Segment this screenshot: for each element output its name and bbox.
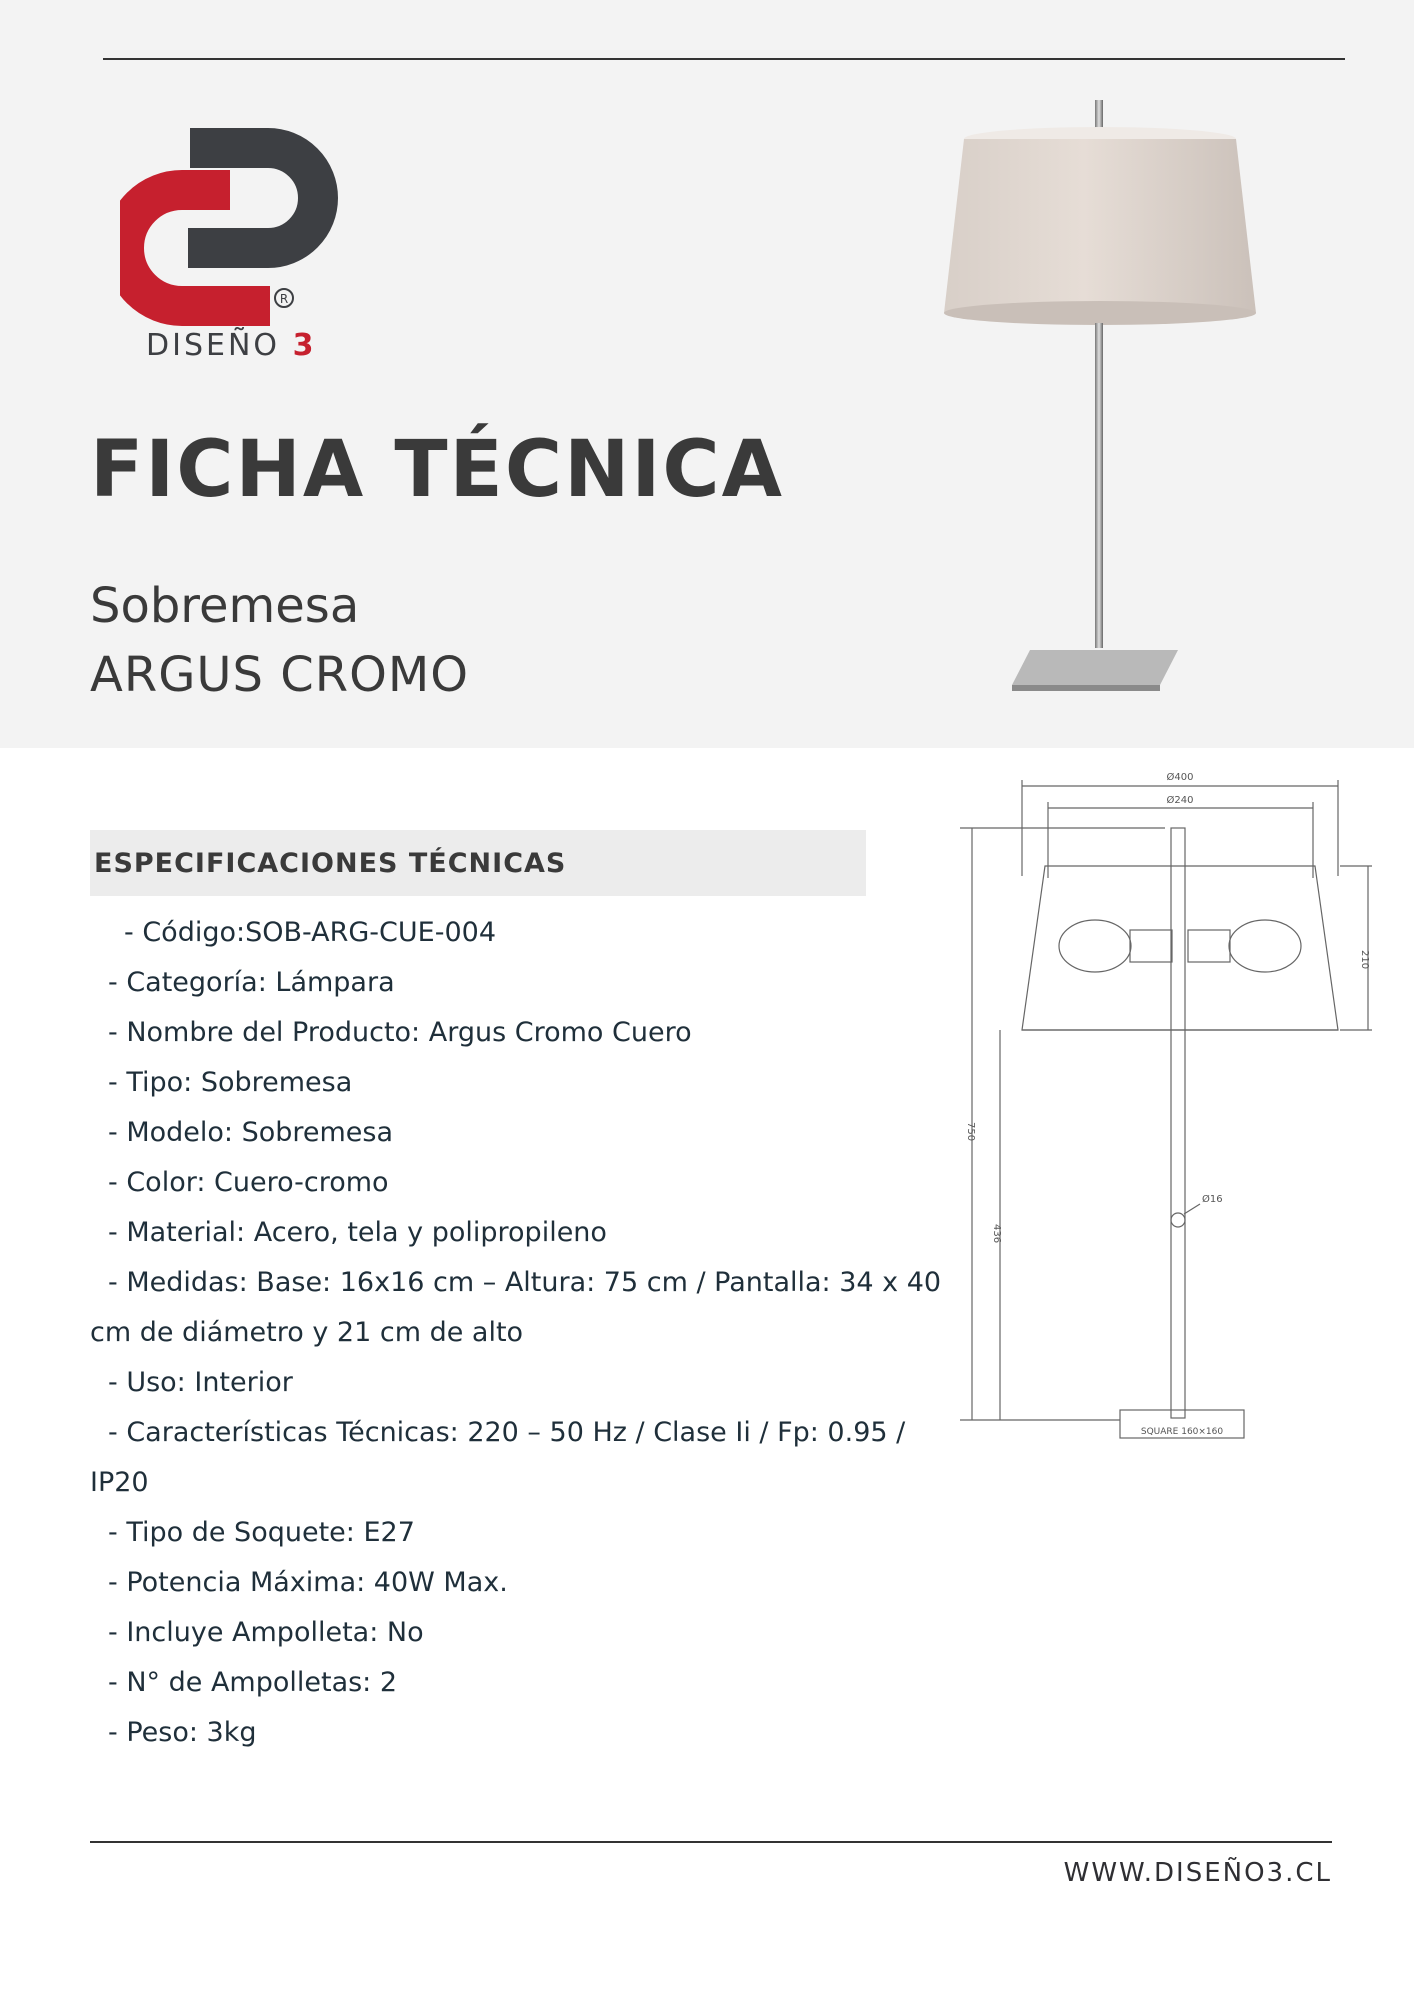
brand-name: DISEÑO [146,328,281,363]
spec-modelo: - Modelo: Sobremesa [108,1117,394,1148]
lamp-photo [930,95,1270,695]
svg-text:R: R [279,292,289,306]
spec-codigo: - Código:SOB-ARG-CUE-004 [124,917,497,948]
spec-categoria: - Categoría: Lámpara [108,967,395,998]
spec-list [90,908,950,1758]
dim-shade-top: Ø400 [1166,772,1194,783]
dim-shade-height: 210 [1359,950,1370,970]
top-divider [103,58,1345,60]
dim-shade-inner: Ø240 [1166,795,1194,806]
dim-pole: Ø16 [1202,1194,1223,1205]
spec-color: - Color: Cuero-cromo [108,1167,389,1198]
spec-material: - Material: Acero, tela y polipropileno [108,1217,607,1248]
page-title: FICHA TÉCNICA [90,425,784,515]
spec-nombre: - Nombre del Producto: Argus Cromo Cuero [108,1017,692,1048]
spec-num-ampolletas: - N° de Ampolletas: 2 [108,1667,398,1698]
spec-heading-bar [90,830,866,896]
bottom-divider [90,1841,1332,1843]
spec-heading: ESPECIFICACIONES TÉCNICAS [94,848,567,879]
footer-website-link[interactable]: WWW.DISEÑO3.CL [1063,1858,1332,1888]
brand-number: 3 [292,328,317,363]
spec-incluye-ampolleta: - Incluye Ampolleta: No [108,1617,424,1648]
spec-peso: - Peso: 3kg [108,1717,257,1748]
product-type: Sobremesa [90,578,360,634]
spec-uso: - Uso: Interior [108,1367,293,1398]
base-label: SQUARE 160×160 [1140,1427,1224,1437]
brand-wordmark [146,328,316,363]
dim-total-height: 750 [965,1122,976,1142]
spec-caracteristicas: - Características Técnicas: 220 – 50 Hz / Clase Ii / Fp: 0.95 / IP20 [90,1417,906,1498]
spec-tipo: - Tipo: Sobremesa [108,1067,353,1098]
spec-soquete: - Tipo de Soquete: E27 [108,1517,415,1548]
spec-potencia: - Potencia Máxima: 40W Max. [108,1567,508,1598]
spec-medidas: - Medidas: Base: 16x16 cm – Altura: 75 cm / Pantalla: 34 x 40 cm de diámetro y 21 cm de alto [90,1267,942,1348]
technical-drawing [960,768,1380,1458]
product-name: ARGUS CROMO [90,647,470,703]
dim-lower-height: 436 [991,1224,1002,1244]
